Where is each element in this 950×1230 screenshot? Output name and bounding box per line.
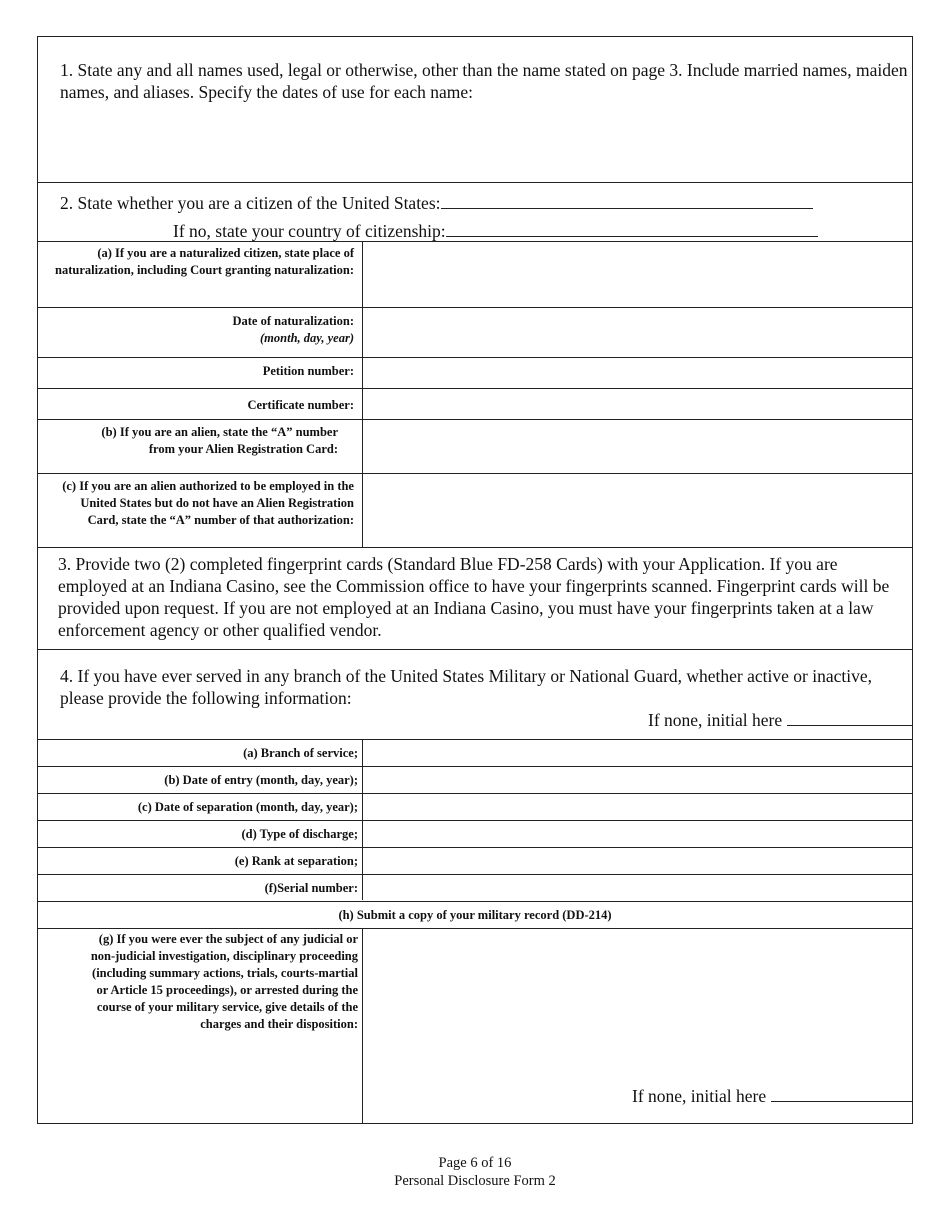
- petition-number-field[interactable]: [364, 358, 912, 387]
- section4-text: 4. If you have ever served in any branch of the United States Military or National Guard, whether active or inactive, please provide the following information:: [60, 666, 873, 708]
- separation-date-field[interactable]: [364, 794, 912, 819]
- country-prompt-label: If no, state your country of citizenship:: [173, 221, 446, 241]
- military-none-initial-blank[interactable]: [787, 725, 913, 726]
- branch-label: (a) Branch of service;: [243, 746, 358, 760]
- military-record-note: (h) Submit a copy of your military record (DD-214): [338, 908, 612, 922]
- military-investigation-field[interactable]: [364, 929, 912, 1079]
- column-divider: [362, 241, 363, 547]
- rank-label: (e) Rank at separation;: [234, 854, 358, 868]
- discharge-type-field[interactable]: [364, 821, 912, 846]
- divider: [38, 649, 912, 650]
- military-none-label: If none, initial here: [648, 710, 783, 730]
- section1-answer-area[interactable]: [38, 107, 912, 181]
- country-prompt: [173, 220, 913, 242]
- discharge-type-label: (d) Type of discharge;: [241, 827, 358, 841]
- alien-a-number-label: (b) If you are an alien, state the “A” number from your Alien Registration Card:: [101, 425, 338, 456]
- certificate-number-label: Certificate number:: [247, 398, 354, 412]
- military-none-initial: [648, 709, 914, 731]
- military-investigation-label: (g) If you were ever the subject of any judicial or non-judicial investigation, disciplinary proceeding (including summary actions, trials, courts-martial or Article 15 proceedings), or arrested during the course of your military service, give details of the charges and their disposition:: [90, 932, 358, 1031]
- alien-authorization-field[interactable]: [364, 474, 912, 546]
- alien-a-number-field[interactable]: [364, 420, 912, 472]
- naturalization-place-label: (a) If you are a naturalized citizen, state place of naturalization, including Court granting naturalization:: [55, 246, 354, 277]
- naturalization-date-text: Date of naturalization:: [232, 314, 354, 328]
- alien-authorization-label: (c) If you are an alien authorized to be employed in the United States but do not have an Alien Registration Card, state the “A” number of that authorization:: [62, 479, 354, 527]
- entry-date-field[interactable]: [364, 767, 912, 792]
- branch-field[interactable]: [364, 740, 912, 765]
- investigation-none-initial: [632, 1085, 914, 1107]
- divider: [38, 547, 912, 548]
- column-divider: [362, 928, 363, 1124]
- naturalization-date-label: [38, 313, 354, 347]
- form-frame: [37, 36, 913, 1124]
- naturalization-date-format: (month, day, year): [260, 331, 354, 345]
- form-name: Personal Disclosure Form 2: [394, 1173, 556, 1189]
- serial-number-label: (f)Serial number:: [264, 881, 358, 895]
- rank-field[interactable]: [364, 848, 912, 873]
- investigation-none-label: If none, initial here: [632, 1086, 767, 1106]
- citizen-prompt-label: 2. State whether you are a citizen of the United States:: [60, 193, 441, 213]
- section3-text: 3. Provide two (2) completed fingerprint cards (Standard Blue FD-258 Cards) with your Application. If you are employed at an Indiana Casino, see the Commission office to have your fingerprints scanned. Fingerprint cards will be provided upon request. If you are not employed at an Indiana Casino, you must have your fingerprints taken at a law enforcement agency or other qualified vendor.: [58, 554, 890, 640]
- page-number: Page 6 of 16: [438, 1155, 512, 1171]
- section1-text: 1. State any and all names used, legal or otherwise, other than the name stated on page 3. Include married names, maiden names, and aliases. Specify the dates of use for each name:: [60, 60, 908, 102]
- petition-number-label: Petition number:: [262, 364, 354, 378]
- naturalization-place-field[interactable]: [364, 242, 912, 306]
- certificate-number-field[interactable]: [364, 389, 912, 418]
- investigation-none-initial-blank[interactable]: [771, 1101, 913, 1102]
- separation-date-label: (c) Date of separation (month, day, year);: [137, 800, 358, 814]
- divider: [38, 182, 912, 183]
- naturalization-date-field[interactable]: [364, 308, 912, 356]
- entry-date-label: (b) Date of entry (month, day, year);: [164, 773, 358, 787]
- divider: [38, 901, 912, 902]
- citizen-answer-blank[interactable]: [441, 208, 813, 209]
- citizen-prompt: [60, 192, 910, 214]
- country-answer-blank[interactable]: [446, 236, 818, 237]
- serial-number-field[interactable]: [364, 875, 912, 900]
